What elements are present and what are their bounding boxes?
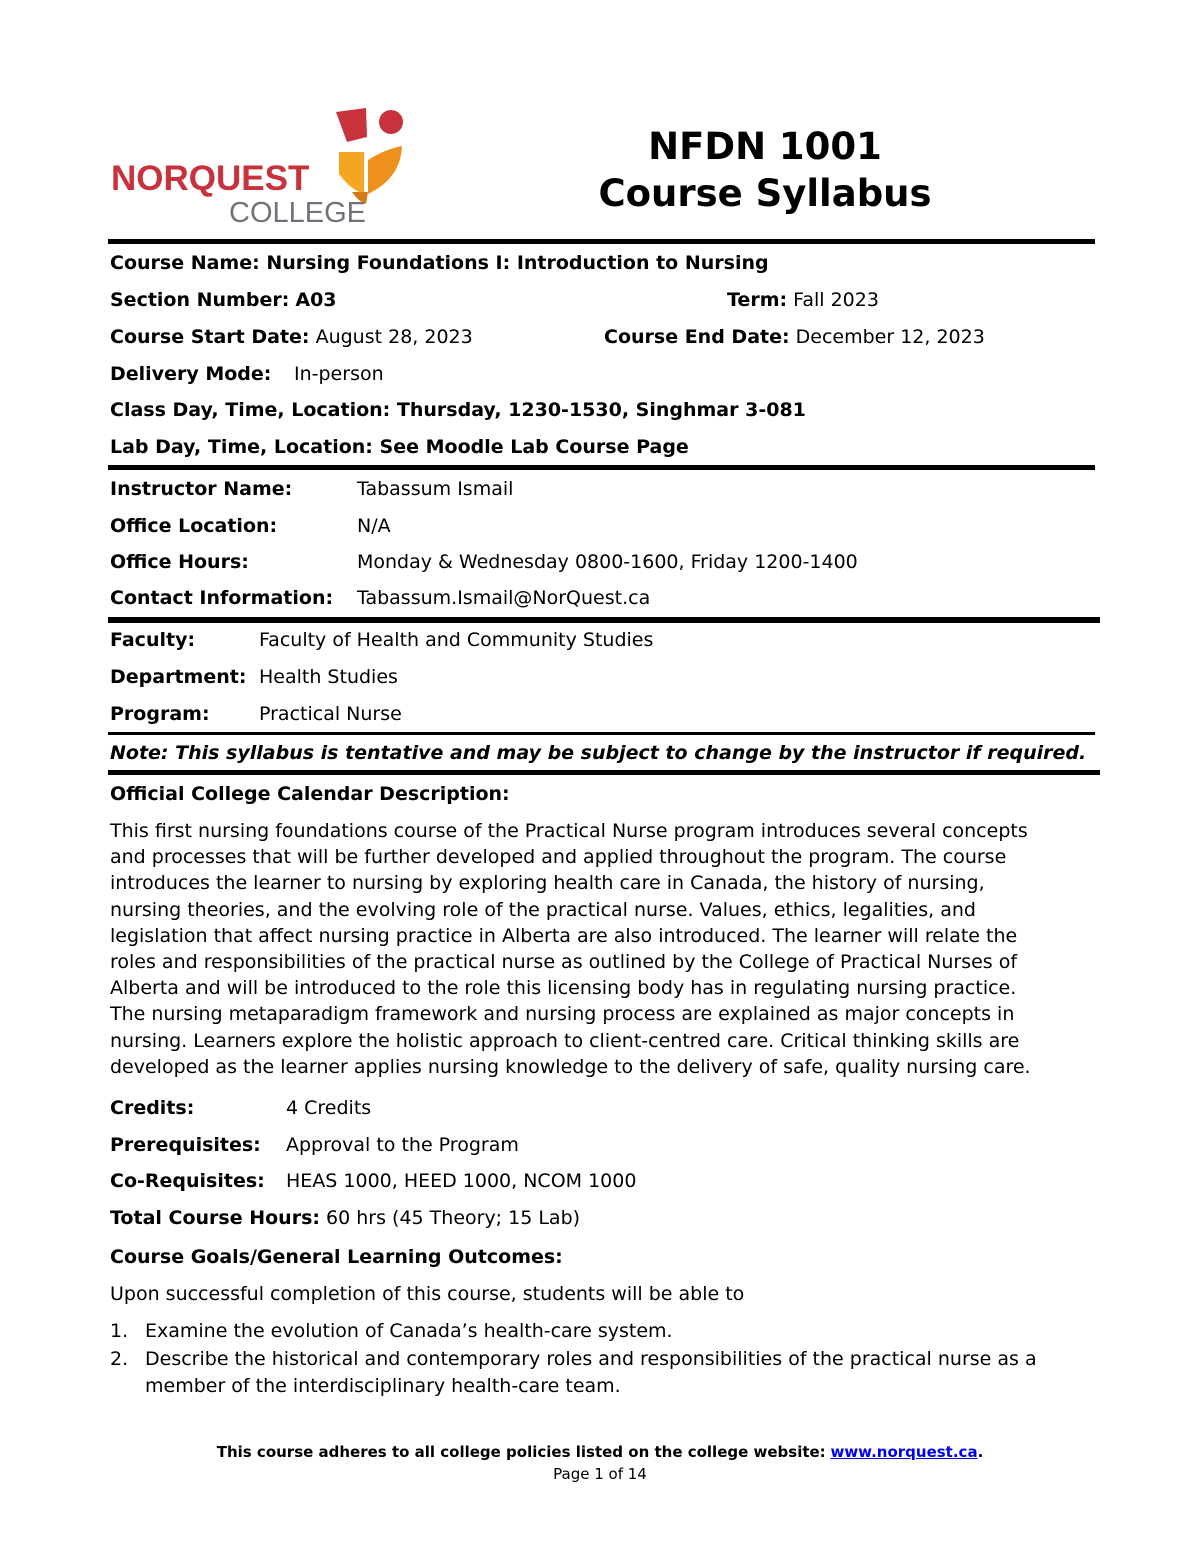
- goal-text: Describe the historical and contemporary roles and responsibilities of the practical nurse as a: [145, 1348, 1037, 1370]
- lab-label: Lab Day, Time, Location:: [110, 436, 373, 458]
- paragraph-line: Alberta and will be introduced to the role this licensing body has in regulating nursing practice.: [110, 977, 1017, 1000]
- paragraph-line: legislation that affect nursing practice in Alberta are also introduced. The learner will relate the: [110, 924, 1018, 947]
- program-value: Practical Nurse: [259, 703, 402, 725]
- course-name-value: Nursing Foundations I: Introduction to Nursing: [266, 252, 769, 274]
- lab-row: [110, 436, 689, 458]
- paragraph-line: and processes that will be further developed and applied throughout the program. The course: [110, 846, 1007, 869]
- divider-rule: [108, 732, 1095, 735]
- office-hours-value: Monday & Wednesday 0800-1600, Friday 1200-1400: [357, 551, 858, 573]
- total-hours-label: Total Course Hours:: [110, 1207, 320, 1229]
- divider-rule: [108, 465, 1095, 470]
- course-syllabus-title: Course Syllabus: [598, 172, 932, 215]
- term-row: [727, 289, 879, 311]
- paragraph-line: roles and responsibilities of the practical nurse as outlined by the College of Practical Nurses of: [110, 951, 1018, 974]
- paragraph-line: The nursing metaparadigm framework and nursing process are explained as major concepts in: [110, 1003, 1015, 1026]
- office-location-label: Office Location:: [110, 515, 278, 537]
- credits-label: Credits:: [110, 1097, 195, 1119]
- paragraph-line: introduces the learner to nursing by exploring health care in Canada, the history of nursing,: [110, 872, 985, 895]
- course-code-title: NFDN 1001: [648, 125, 882, 168]
- college-website-link[interactable]: www.norquest.ca: [830, 1443, 978, 1461]
- start-date-label: Course Start Date:: [110, 326, 310, 348]
- section-number-label: Section Number:: [110, 289, 290, 311]
- class-value: Thursday, 1230-1530, Singhmar 3-081: [396, 399, 806, 421]
- contact-info-label: Contact Information:: [110, 587, 334, 609]
- department-label: Department:: [110, 666, 247, 688]
- office-location-value: N/A: [357, 515, 391, 537]
- faculty-value: Faculty of Health and Community Studies: [259, 629, 654, 651]
- paragraph-line: nursing theories, and the evolving role of the practical nurse. Values, ethics, legalities, and: [110, 898, 976, 921]
- logo-text-college: COLLEGE: [229, 197, 366, 228]
- total-hours-value: 60 hrs (45 Theory; 15 Lab): [326, 1207, 581, 1229]
- section-number-row: [110, 289, 337, 311]
- instructor-name-label: Instructor Name:: [110, 478, 293, 500]
- term-value: Fall 2023: [793, 289, 879, 311]
- goal-number: 1.: [110, 1320, 129, 1342]
- office-hours-label: Office Hours:: [110, 551, 249, 573]
- policy-footer: [0, 1443, 1200, 1461]
- delivery-mode-label: Delivery Mode:: [110, 363, 272, 385]
- prerequisites-value: Approval to the Program: [286, 1134, 519, 1156]
- program-label: Program:: [110, 703, 210, 725]
- faculty-label: Faculty:: [110, 629, 196, 651]
- goal-text-continued: member of the interdisciplinary health-care team.: [145, 1375, 621, 1397]
- credits-value: 4 Credits: [286, 1097, 372, 1119]
- norquest-college-logo: [111, 106, 406, 228]
- policy-period: .: [977, 1443, 984, 1461]
- end-date-value: December 12, 2023: [795, 326, 985, 348]
- divider-rule: [108, 239, 1095, 244]
- course-name-row: [110, 252, 769, 274]
- policy-text: This course adheres to all college policies listed on the college website:: [216, 1443, 826, 1461]
- corequisites-label: Co-Requisites:: [110, 1170, 265, 1192]
- instructor-name-value: Tabassum Ismail: [357, 478, 514, 500]
- divider-rule: [108, 617, 1100, 623]
- class-label: Class Day, Time, Location:: [110, 399, 391, 421]
- corequisites-value: HEAS 1000, HEED 1000, NCOM 1000: [286, 1170, 637, 1192]
- course-goals-heading: Course Goals/General Learning Outcomes:: [110, 1246, 563, 1268]
- prerequisites-label: Prerequisites:: [110, 1134, 261, 1156]
- goal-number: 2.: [110, 1348, 129, 1370]
- paragraph-line: This first nursing foundations course of the Practical Nurse program introduces several concepts: [110, 820, 1028, 842]
- end-date-row: [604, 326, 985, 348]
- start-date-value: August 28, 2023: [315, 326, 473, 348]
- page-number: Page 1 of 14: [553, 1465, 647, 1483]
- total-hours-row: [110, 1207, 580, 1229]
- calendar-description-heading: Official College Calendar Description:: [110, 783, 510, 805]
- end-date-label: Course End Date:: [604, 326, 790, 348]
- paragraph-line: nursing. Learners explore the holistic approach to client-centred care. Critical thinking skills are: [110, 1029, 1020, 1052]
- tentative-note: Note: This syllabus is tentative and may be subject to change by the instructor if required.: [110, 742, 1087, 764]
- paragraph-line: developed as the learner applies nursing knowledge to the delivery of safe, quality nursing care.: [110, 1055, 1031, 1078]
- section-number-value: A03: [295, 289, 337, 311]
- calendar-description-paragraph: [110, 818, 1085, 1080]
- term-label: Term:: [727, 289, 788, 311]
- divider-rule: [108, 770, 1100, 775]
- start-date-row: [110, 326, 473, 348]
- class-row: [110, 399, 806, 421]
- logo-text-norquest: NORQUEST: [111, 159, 310, 198]
- course-goals-intro: Upon successful completion of this course, students will be able to: [110, 1283, 745, 1305]
- course-name-label: Course Name:: [110, 252, 260, 274]
- lab-value: See Moodle Lab Course Page: [379, 436, 689, 458]
- contact-email[interactable]: Tabassum.Ismail@NorQuest.ca: [357, 587, 651, 609]
- department-value: Health Studies: [259, 666, 398, 688]
- logo-graphic: [111, 106, 406, 228]
- delivery-mode-value: In-person: [294, 363, 384, 385]
- goal-text: Examine the evolution of Canada’s health-care system.: [145, 1320, 673, 1342]
